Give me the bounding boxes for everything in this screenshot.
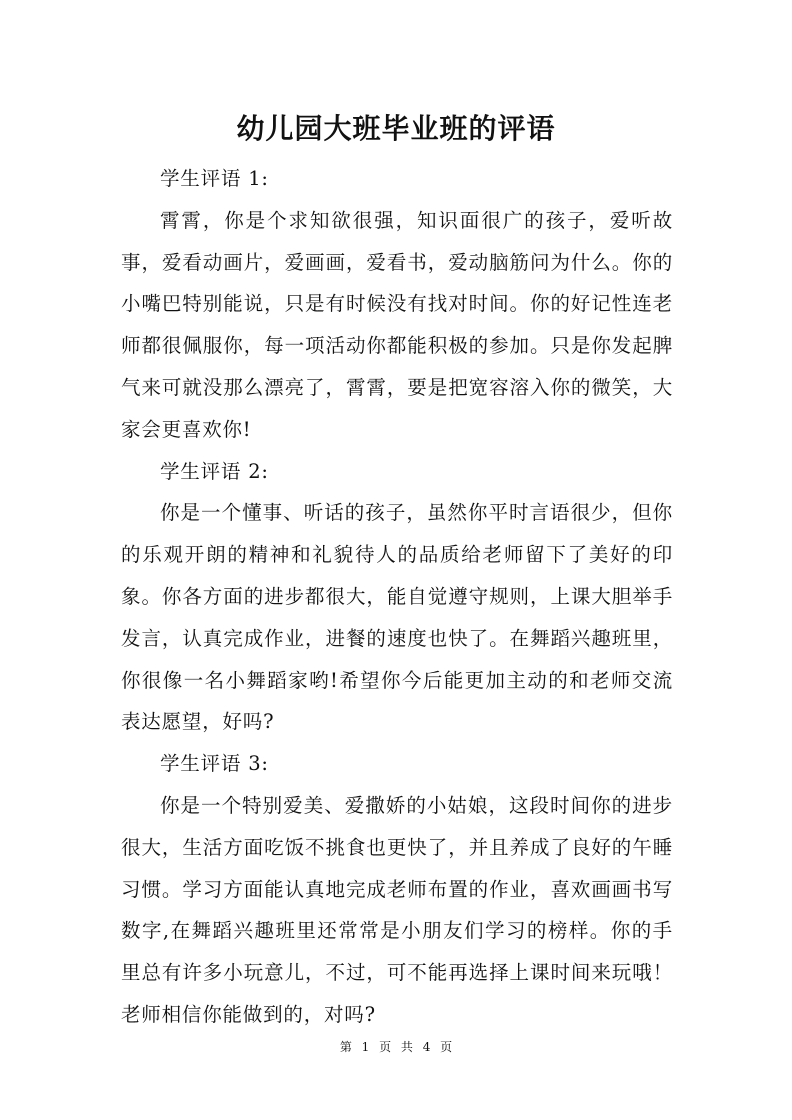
section-2-heading: 学生评语 2: — [160, 459, 269, 483]
document-body — [121, 158, 673, 1036]
section-1-heading: 学生评语 1: — [160, 167, 269, 190]
document-title: 幼儿园大班毕业班的评语 — [236, 112, 556, 145]
section-3-heading: 学生评语 3: — [160, 752, 269, 776]
section-1-text: 霄霄，你是个求知欲很强，知识面很广的孩子，爱听故事，爱看动画片，爱画画，爱看书，爱动脑筋问为什么。你的小嘴巴特别能说，只是有时候没有找对时间。你的好记性连老师都很佩服你，每一项活动你都能积极的参加。只是你发起脾气来可就没那么漂亮了，霄霄，要是把宽容溶入你的微笑，大家会更喜欢你! — [121, 208, 673, 441]
section-2-text: 你是一个懂事、听话的孩子，虽然你平时言语很少，但你的乐观开朗的精神和礼貌待人的品质给老师留下了美好的印象。你各方面的进步都很大，能自觉遵守规则，上课大胆举手发言，认真完成作业，进餐的速度也快了。在舞蹈兴趣班里，你很像一名小舞蹈家哟!希望你今后能更加主动的和老师交流表达愿望，好吗? — [121, 501, 673, 734]
page-footer: 第 1 页 共 4 页 — [339, 1040, 453, 1054]
section-3-text: 你是一个特别爱美、爱撒娇的小姑娘，这段时间你的进步很大，生活方面吃饭不挑食也更快了，并且养成了良好的午睡习惯。学习方面能认真地完成老师布置的作业，喜欢画画书写数字,在舞蹈兴趣班里还常常是小朋友们学习的榜样。你的手里总有许多小玩意儿，不过，可不能再选择上课时间来玩哦！老师相信你能做到的，对吗? — [121, 793, 673, 1026]
